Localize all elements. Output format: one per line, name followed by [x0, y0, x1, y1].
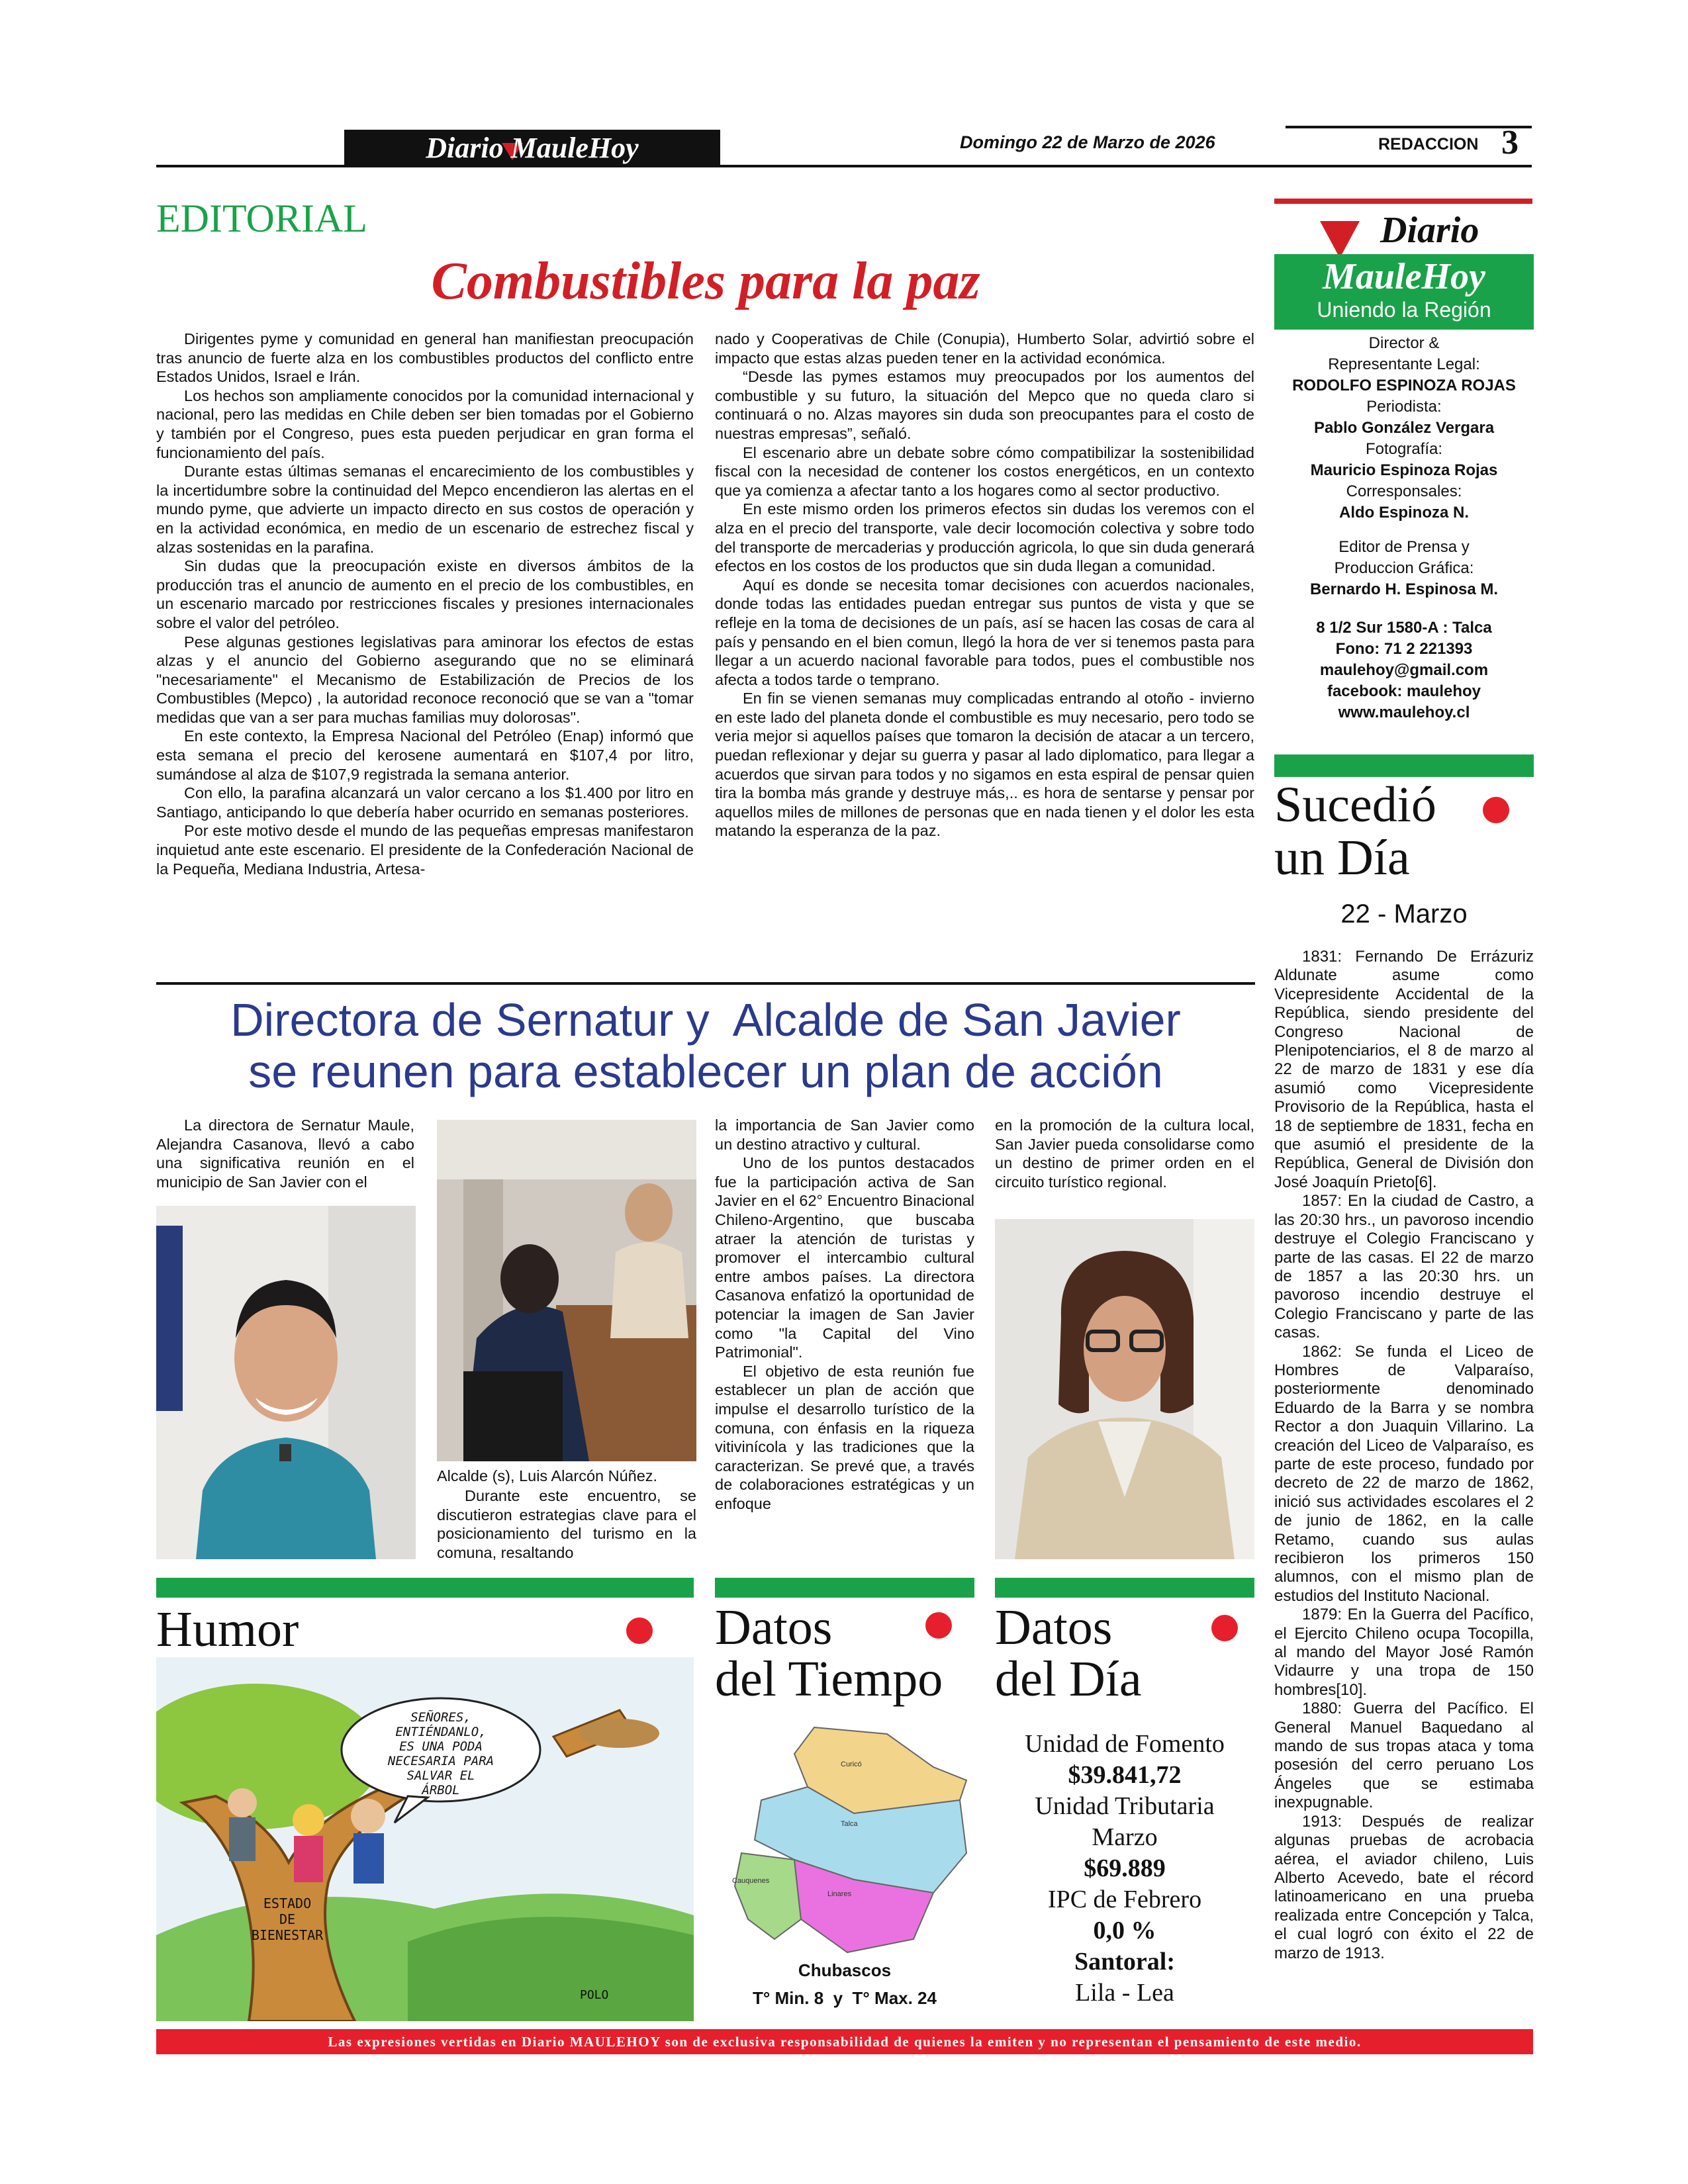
- sernatur-col4: [995, 1116, 1254, 1191]
- utm-label: Unidad Tributaria: [1035, 1792, 1215, 1820]
- humor-dot-icon: [626, 1617, 653, 1644]
- sernatur-paragraph: Uno de los puntos destacados fue la participación activa de San Javier en el 62° Encuentro Binacional Chileno-Argentino, que buscaba atraer la atención de turistas y promover el intercambio cultural entre ambos países. La directora Casanova enfatizó la oportunidad de potenciar la imagen de San Javier como "la Capital del Vino Patrimonial".: [715, 1154, 974, 1361]
- footer-disclaimer-bar: [156, 2029, 1533, 2054]
- sidebar-logo-maulehoy: MauleHoy: [1323, 256, 1485, 297]
- sucedio-entry: 1879: En la Guerra del Pacífico, el Ejercito Chileno ocupa Tocopilla, al mando del Mayor José Ramón Vidaurre y una tropa de 150 hombres[10].: [1274, 1606, 1534, 1699]
- sucedio-date: 22 - Marzo: [1340, 899, 1468, 929]
- sucedio-dot-icon: [1483, 797, 1509, 823]
- sucedio-entry: 1880: Guerra del Pacífico. El General Manuel Baquedano al mando de sus tropas ataca y toma posesión del cerro peruano Los Ángeles que se estimaba inexpugnable.: [1274, 1700, 1534, 1812]
- editorial-paragraph: Durante estas últimas semanas el encarecimiento de los combustibles y la incertidumbre sobre la continuidad del Mepco encendieron las alertas en el mundo pyme, que advierte un impacto directo en sus costos de operación y en la actividad económica, en medio de un escenario de estrechez fiscal y alzas sostenidas en la parafina.: [156, 463, 694, 556]
- sidebar-tagline: Uniendo la Región: [1317, 298, 1491, 322]
- datos-dia-title-line2: del Día: [995, 1651, 1142, 1707]
- sidebar-logo-box: [1274, 254, 1534, 330]
- staff-name: Mauricio Espinoza Rojas: [1310, 461, 1498, 479]
- humor-bubble-text: [348, 1710, 534, 1797]
- staff-role: Editor de Prensa y: [1338, 538, 1470, 556]
- staff-role: Produccion Gráfica:: [1334, 559, 1474, 577]
- humor-bar: [156, 1578, 694, 1598]
- weather-temps: T° Min. 8 y T° Max. 24: [753, 1988, 937, 2008]
- masthead-rule: [156, 165, 1532, 167]
- editorial-paragraph: Pese algunas gestiones legislativas para aminorar los efectos de estas alzas y el anuncio del Gobierno asegurando que no se eliminará "necesariamente" el Mecanismo de Estabilización de Precios de los Combustibles (Mepco) , la autoridad reconoce reconoció que se van a "tomar medidas que van a ser para muchas familias muy dolorosas".: [156, 633, 694, 726]
- sernatur-paragraph: Durante este encuentro, se discutieron estrategias clave para el posicionamiento del turismo en la comuna, resaltando: [437, 1487, 696, 1561]
- sidebar-top-rule: [1274, 199, 1532, 204]
- contact-facebook[interactable]: facebook: maulehoy: [1327, 682, 1481, 700]
- editorial-paragraph: nado y Cooperativas de Chile (Conupia), Humberto Solar, advirtió sobre el impacto que estas alzas pueden tener en la actividad económica.: [715, 330, 1254, 367]
- santoral-value: Lila - Lea: [1075, 1979, 1174, 2007]
- page-number: 3: [1501, 124, 1519, 161]
- humor-bubble-line: ES UNA PODA: [399, 1739, 483, 1754]
- editorial-paragraph: Dirigentes pyme y comunidad en general han manifiestan preocupación tras anuncio de fuerte alza en los combustibles productos del conflicto entre Estados Unidos, Israel e Irán.: [156, 330, 694, 386]
- weather-map: [715, 1721, 974, 1959]
- editorial-label: EDITORIAL: [156, 197, 367, 240]
- editorial-column-2: [715, 330, 1254, 841]
- editorial-paragraph: En este mismo orden los primeros efectos sin dudas los veremos con el alza en el precio del transporte, vale decir locomoción colectiva y sobre todo del transporte de mercaderias y producción agricola, lo que sin duda generará efectos en los costos de los productos que sin duda llegan a comunidad.: [715, 500, 1254, 575]
- editorial-column-1: [156, 330, 694, 878]
- map-label-cauquenes: Cauquenes: [732, 1877, 770, 1885]
- sernatur-paragraph: la importancia de San Javier como un destino atractivo y cultural.: [715, 1116, 974, 1153]
- humor-bubble-line: NECESARIA PARA: [387, 1754, 494, 1768]
- sucedio-bar: [1274, 754, 1534, 777]
- sernatur-col1-intro: [156, 1116, 414, 1191]
- datos-dia-bar: [995, 1578, 1254, 1598]
- editorial-paragraph: El escenario abre un debate sobre cómo compatibilizar la sostenibilidad fiscal con la necesidad de contener los costos energéticos, en un contexto que ya comienza a afectar tanto a los hogares como al sector productivo.: [715, 443, 1254, 499]
- humor-title: Humor: [156, 1602, 299, 1657]
- tiempo-bar: [715, 1578, 974, 1598]
- alcalde-caption: Alcalde (s), Luis Alarcón Núñez.: [437, 1467, 658, 1484]
- editorial-paragraph: Con ello, la parafina alcanzará un valor cercano a los $1.400 por litro en Santiago, anticipando lo que debería haber ocurrido en semanas posteriores.: [156, 784, 694, 821]
- sernatur-col2-text: [437, 1486, 696, 1562]
- weather-forecast: Chubascos: [798, 1960, 892, 1980]
- staff-role: Fotografía:: [1365, 440, 1443, 458]
- editorial-paragraph: Sin dudas que la preocupación existe en diversos ámbitos de la producción tras el anuncio de aumento en el precio de los combustibles, en un escenario marcado por restricciones fiscales y presiones internacionales sobre el valor del petróleo.: [156, 557, 694, 631]
- sucedio-entry: 1862: Se funda el Liceo de Hombres de Valparaíso, posteriormente denominado Eduardo de la Barra y se nombra Rector a don Juaquin Villarino. La creación del Liceo de Valparaíso, es parte de este proceso, fundado por decreto de 22 de marzo de 1862, inició sus actividades escolares el 2 de junio de 1862, en la calle Retamo, cuando sus aulas recibieron los primeros 150 alumnos, con el mismo plan de estudios del Instituto Nacional.: [1274, 1342, 1534, 1605]
- map-label-curico: Curicó: [841, 1760, 862, 1768]
- staff-role: Corresponsales:: [1346, 482, 1462, 500]
- tiempo-dot-icon: [925, 1612, 952, 1639]
- editorial-paragraph: En este contexto, la Empresa Nacional del Petróleo (Enap) informó que esta semana el precio del kerosene aumentará en $107,4 por litro, sumándose al alza de $107,9 registrada la semana anterior.: [156, 727, 694, 783]
- sucedio-entry: 1913: Después de realizar algunas pruebas de acrobacia aérea, el aviador chileno, Luis Alberto Acevedo, bate el récord latinoamericano en una prueba realizada entre Concepción y Talca, el cual logró con éxito el 22 de marzo de 1913.: [1274, 1812, 1534, 1962]
- sucedio-title: [1274, 778, 1436, 884]
- sernatur-top-rule: [156, 982, 1255, 985]
- contact-website[interactable]: www.maulehoy.cl: [1338, 704, 1470, 721]
- santoral-label: Santoral:: [1074, 1948, 1175, 1976]
- staff-box: [1274, 333, 1534, 723]
- contact-address: 8 1/2 Sur 1580-A : Talca: [1316, 619, 1492, 637]
- sucedio-entry: 1857: En la ciudad de Castro, a las 20:30 hrs., un pavoroso incendio destruye el Colegio Franciscano y parte de las casas. El 22 de marzo de 1857 a las 20:30 hrs. un pavoroso incendio destruye el Colegio Franciscano y parte de las casas.: [1274, 1192, 1534, 1342]
- staff-name: Pablo González Vergara: [1313, 419, 1495, 437]
- sernatur-paragraph: El objetivo de esta reunión fue establecer un plan de acción que impulse el desarrollo turístico de la comuna, con énfasis en la riqueza vitivinícola y las tradiciones que la caracterizan. Se prevé que, a través de colaboraciones estratégicas y un enfoque: [715, 1362, 974, 1512]
- footer-disclaimer: Las expresiones vertidas en Diario MAULEHOY son de exclusiva responsabilidad de quienes la emiten y no representan el pensamiento de este medio.: [328, 2034, 1362, 2050]
- uf-label: Unidad de Fomento: [1025, 1730, 1225, 1758]
- contact-phone: Fono: 71 2 221393: [1335, 640, 1473, 658]
- humor-trunk-text: [241, 1895, 334, 1943]
- staff-role: Director &: [1368, 334, 1440, 352]
- staff-role: Periodista:: [1366, 398, 1442, 416]
- uf-value: $39.841,72: [1068, 1761, 1182, 1789]
- humor-cartoon: [156, 1657, 694, 2021]
- editorial-paragraph: En fin se vienen semanas muy complicadas entrando al otoño - invierno en este lado del planeta donde el combustible es muy necesario, pero todo se veria mejor si aquellos países que tomaron la decisión de atacar a un tercero, puedan reflexionar y dejar su guerra y pasar al lado diplomatico, para llegar a acuerdos que sirvan para todos y no sigamos en esta espiral de pensar quien tira la bomba más grande y destruye más,.. es hora de sentarse y pensar por aquellos miles de millones de personas que en nada tienen y el dolor les esta matando la esperanza de la paz.: [715, 690, 1254, 840]
- editorial-paragraph: “Desde las pymes estamos muy preocupados por los aumentos del combustible y su futuro, la situación del Mepco que no queda claro si continuará o no. Alzas mayores sin duda son preocupantes para el costo de nuestras empresas”, señaló.: [715, 368, 1254, 442]
- datos-dia-title: [995, 1602, 1142, 1705]
- map-label-linares: Linares: [827, 1890, 852, 1898]
- humor-bubble-line: SEÑORES,: [410, 1710, 471, 1725]
- sucedio-title-line2: un Día: [1274, 830, 1410, 886]
- ipc-value: 0,0 %: [1093, 1917, 1156, 1944]
- humor-bubble-line: ENTIÉNDANLO,: [395, 1725, 487, 1739]
- sidebar-logo-diario: Diario: [1380, 210, 1479, 251]
- sernatur-paragraph: en la promoción de la cultura local, San Javier pueda consolidarse como un destino de primer orden en el circuito turístico regional.: [995, 1116, 1254, 1191]
- sucedio-entries: [1274, 948, 1534, 1963]
- alcalde-photo: [156, 1206, 416, 1559]
- staff-role: Representante Legal:: [1328, 355, 1480, 373]
- utm-month: Marzo: [1092, 1823, 1158, 1851]
- humor-bubble-line: ÁRBOL: [422, 1783, 460, 1797]
- sucedio-entry: 1831: Fernando De Errázuriz Aldunate asume como Vicepresidente Accidental de la República, siendo presidente del Congreso Nacional de Plenipotenciarios, el 8 de marzo al 22 de marzo de 1831 y ese día asumió como Vicepresidente Provisorio de la República, hasta el 18 de septiembre de 1831, fecha en que asumió el presidente de la República, General de División don José Joaquín Prieto[6].: [1274, 948, 1534, 1191]
- datos-dia-values: [995, 1729, 1254, 2009]
- ipc-label: IPC de Febrero: [1047, 1886, 1202, 1913]
- humor-trunk-line: DE: [279, 1911, 296, 1927]
- staff-name: Bernardo H. Espinosa M.: [1309, 580, 1499, 598]
- editorial-title: Combustibles para la paz: [431, 252, 980, 310]
- contact-email[interactable]: maulehoy@gmail.com: [1319, 661, 1489, 679]
- humor-signature: POLO: [580, 1988, 609, 2002]
- tiempo-title-line1: Datos: [715, 1600, 833, 1655]
- humor-trunk-line: ESTADO: [263, 1895, 312, 1911]
- masthead-logo-text: Diario MauleHoy: [426, 132, 639, 164]
- map-label-talca: Talca: [841, 1820, 858, 1828]
- sernatur-paragraph: La directora de Sernatur Maule, Alejandra Casanova, llevó a cabo una significativa reunión en el municipio de San Javier con el: [156, 1116, 414, 1191]
- humor-trunk-line: BIENESTAR: [251, 1927, 324, 1943]
- masthead-logo-bar: [344, 130, 720, 165]
- sernatur-headline: [156, 994, 1255, 1097]
- editorial-paragraph: Aquí es donde se necesita tomar decisiones con acuerdos nacionales, donde todas las entidades puedan entregar sus puntos de vista y que se refleje en la toma de decisiones de un país, así se hacen las cosas de cara al país y pensando en el bien comun, llegó la hora de ver si tenemos pasta para llegar a un acuerdo nacional favorable para todos, pues el combustible nos afecta a todos tarde o temprano.: [715, 576, 1254, 688]
- masthead-top-rule-right: [1286, 126, 1532, 128]
- staff-name: Aldo Espinoza N.: [1338, 504, 1469, 522]
- section-label: REDACCION: [1378, 135, 1479, 154]
- editorial-paragraph: Por este motivo desde el mundo de las pequeñas empresas manifestaron inquietud ante este escenario. El presidente de la Confederación Nacional de la Pequeña, Mediana Industria, Artesa-: [156, 822, 694, 878]
- datos-dia-title-line1: Datos: [995, 1600, 1113, 1655]
- humor-bubble-line: SALVAR EL: [406, 1768, 475, 1783]
- editorial-paragraph: Los hechos son ampliamente conocidos por la comunidad internacional y nacional, pero las medidas en Chile deben ser bien tomadas por el Gobierno y también por el Congreso, pues esta pueden perjudicar en gran forma el funcionamiento del país.: [156, 387, 694, 461]
- sidebar-logo-accent: [1320, 221, 1360, 258]
- datos-dia-dot-icon: [1211, 1615, 1238, 1641]
- meeting-photo: [437, 1120, 696, 1461]
- tiempo-title: [715, 1602, 943, 1705]
- sernatur-col3: [715, 1116, 974, 1513]
- sernatur-headline-line1: Directora de Sernatur y Alcalde de San Javier: [230, 994, 1181, 1046]
- staff-name: RODOLFO ESPINOZA ROJAS: [1292, 377, 1516, 394]
- directora-photo: [995, 1219, 1254, 1559]
- tiempo-title-line2: del Tiempo: [715, 1651, 943, 1707]
- sernatur-headline-line2: se reunen para establecer un plan de acción: [248, 1046, 1163, 1097]
- sucedio-title-line1: Sucedió: [1274, 777, 1436, 833]
- masthead-date: Domingo 22 de Marzo de 2026: [960, 132, 1215, 152]
- utm-value: $69.889: [1084, 1854, 1166, 1882]
